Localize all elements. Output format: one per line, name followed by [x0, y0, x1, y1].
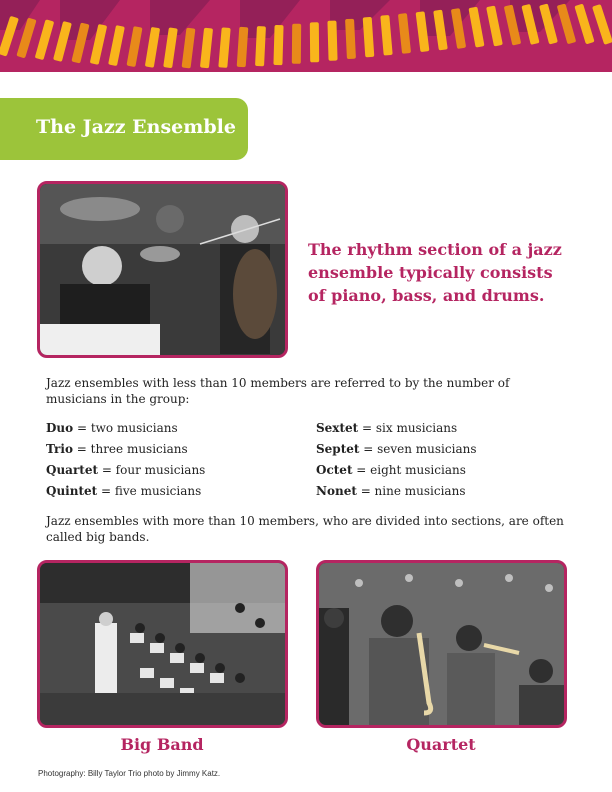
ensemble-name: Nonet [316, 484, 357, 498]
ensemble-desc: = five musicians [97, 484, 202, 498]
list-item [316, 418, 477, 439]
ensemble-desc: = two musicians [73, 421, 178, 435]
section-title-tab [0, 98, 248, 160]
piano-key [468, 7, 484, 48]
list-item [46, 460, 205, 481]
piano-key [53, 21, 72, 62]
list-item [316, 439, 477, 460]
quartet-photo-image [319, 563, 564, 725]
piano-key [200, 28, 213, 69]
piano-key [486, 5, 503, 46]
list-item [316, 460, 477, 481]
ensemble-name: Septet [316, 442, 360, 456]
piano-key [398, 13, 411, 54]
quartet-photo [316, 560, 567, 728]
piano-key [345, 19, 356, 59]
ensemble-name: Duo [46, 421, 74, 435]
piano-keys-illustration [0, 0, 612, 72]
piano-key [145, 27, 160, 68]
piano-key [363, 17, 375, 58]
list-item [46, 481, 205, 502]
piano-key [108, 25, 125, 66]
list-item [316, 481, 477, 502]
ensemble-desc: = six musicians [358, 421, 458, 435]
ensemble-name: Sextet [316, 421, 359, 435]
ensemble-desc: = three musicians [72, 442, 188, 456]
quartet-caption: Quartet [406, 735, 476, 754]
ensemble-desc: = seven musicians [359, 442, 477, 456]
big-band-caption: Big Band [120, 735, 204, 754]
list-item [46, 418, 205, 439]
piano-key [218, 27, 230, 68]
ensemble-desc: = eight musicians [352, 463, 466, 477]
trio-photo [37, 181, 288, 358]
rhythm-section-callout: The rhythm section of a jazz ensemble typically consists of piano, bass, and drums. [308, 240, 562, 305]
piano-key [255, 26, 266, 66]
piano-key [574, 4, 594, 45]
piano-key [35, 19, 55, 60]
piano-key [182, 28, 196, 69]
ensemble-name: Octet [316, 463, 353, 477]
photo-credit: Photography: Billy Taylor Trio photo by Jimmy Katz. [38, 769, 221, 778]
piano-key [327, 21, 337, 61]
ensemble-desc: = nine musicians [356, 484, 466, 498]
list-item [46, 439, 205, 460]
ensemble-desc: = four musicians [98, 463, 206, 477]
ensemble-name: Quartet [46, 463, 98, 477]
section-title: The Jazz Ensemble [36, 116, 236, 138]
piano-key [592, 4, 612, 45]
ensemble-list-left [46, 418, 205, 502]
big-band-photo-image [40, 563, 285, 725]
ensemble-name: Trio [46, 442, 73, 456]
piano-key [292, 24, 301, 64]
ensemble-list-right [316, 418, 477, 502]
intro-paragraph: Jazz ensembles with less than 10 members are referred to by the number of musicians in the group: [46, 376, 510, 406]
piano-key [557, 3, 577, 44]
piano-key [273, 25, 283, 65]
piano-key [310, 22, 319, 62]
piano-key [380, 15, 392, 56]
piano-key [126, 26, 142, 67]
trio-photo-image [40, 184, 285, 355]
header-banner [0, 0, 612, 72]
big-band-paragraph: Jazz ensembles with more than 10 members, who are divided into sections, are often called big bands. [46, 514, 564, 544]
big-band-photo [37, 560, 288, 728]
ensemble-name: Quintet [46, 484, 98, 498]
piano-key [237, 27, 249, 68]
